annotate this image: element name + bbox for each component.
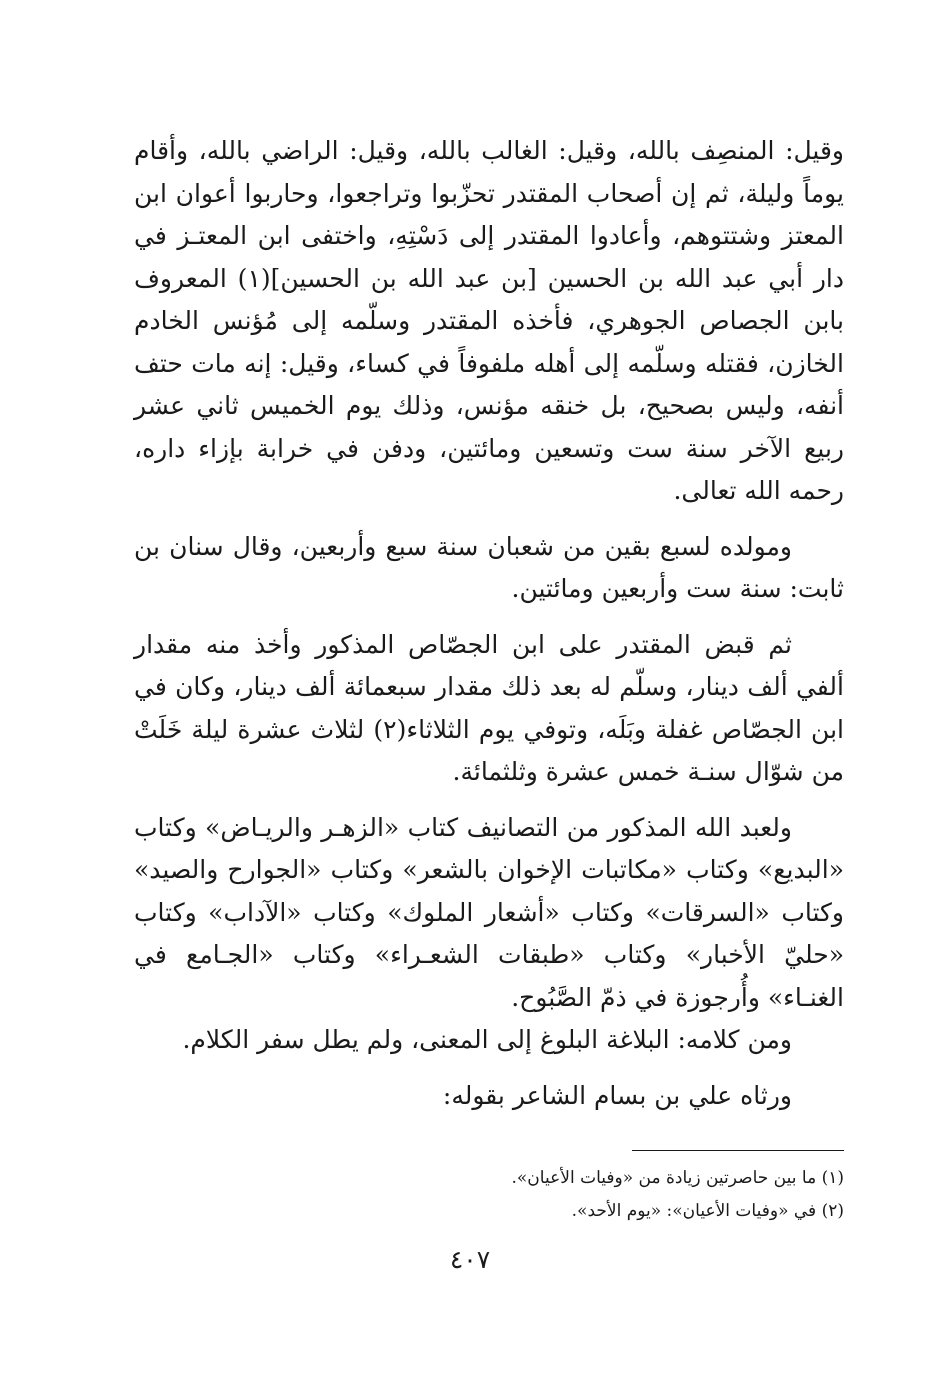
footnote-2: (٢) في «وفيات الأعيان»: «يوم الأحد». [571, 1201, 844, 1221]
paragraph-4: ولعبد الله المذكور من التصانيف كتاب «الزهـر والريـاض» وكتاب «البديع» وكتاب «مكاتبات الإخوان بالشعر» وكتاب «الجوارح والصيد» وكتاب «السرقات» وكتاب «أشعار الملوك» وكتاب «الآداب» وكتاب «حليّ الأخبار» وكتاب «طبقات الشعـراء» وكتاب «الجـامع في الغنـاء» وأُرجوزة في ذمّ الصَّبُوح. [134, 812, 844, 1012]
page-number: ٤٠٧ [449, 1245, 491, 1274]
footnote-separator [632, 1150, 844, 1151]
paragraph-3: ثم قبض المقتدر على ابن الجصّاص المذكور وأخذ منه مقدار ألفي ألف دينار، وسلّم له بعد ذلك مقدار سبعمائة ألف دينار، وكان في ابن الجصّاص غفلة وبَلَه، وتوفي يوم الثلاثاء(٢) لثلاث عشرة ليلة خَلَتْ من شوّال سنـة خمس عشرة وثلثمائة. [134, 629, 844, 786]
footnotes [134, 1162, 844, 1228]
paragraph-6: ورثاه علي بن بسام الشاعر بقوله: [442, 1080, 792, 1110]
paragraph-2: ومولده لسبع بقين من شعبان سنة سبع وأربعين، وقال سنان بن ثابت: سنة ست وأربعين ومائتين. [134, 531, 844, 603]
paragraph-1: وقيل: المنصِف بالله، وقيل: الغالب بالله، وقيل: الراضي بالله، وأقام يوماً وليلة، ثم إن أصحاب المقتدر تحزّبوا وتراجعوا، وحاربوا أعوان ابن المعتز وشتتوهم، وأعادوا المقتدر إلى دَسْتِهِ، واختفى ابن المعتـز في دار أبي عبد الله بن الحسين [بن عبد الله بن الحسين](١) المعروف بابن الجصاص الجوهري، فأخذه المقتدر وسلّمه إلى مُؤنس الخادم الخازن، فقتله وسلّمه إلى أهله ملفوفاً في كساء، وقيل: إنه مات حتف أنفه، وليس بصحيح، بل خنقه مؤنس، وذلك يوم الخميس ثاني عشر ربيع الآخر سنة ست وتسعين ومائتين، ودفن في خرابة بإزاء داره، رحمه الله تعالى. [134, 136, 844, 505]
footnote-1: (١) ما بين حاصرتين زيادة من «وفيات الأعيان». [511, 1168, 844, 1188]
paragraph-5: ومن كلامه: البلاغة البلوغ إلى المعنى، ولم يطل سفر الكلام. [182, 1025, 792, 1054]
main-text [134, 130, 844, 1117]
